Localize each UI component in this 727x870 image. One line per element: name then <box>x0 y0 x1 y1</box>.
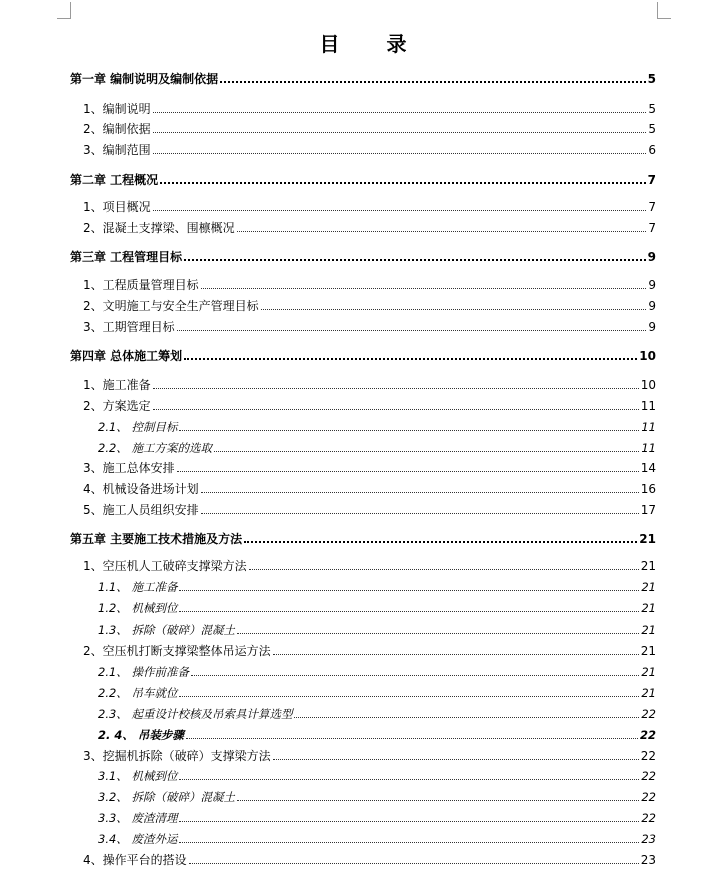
toc-entry[interactable] <box>83 748 656 764</box>
toc-leader-dots <box>153 387 639 389</box>
toc-leader-dots <box>186 737 638 739</box>
toc-entry[interactable] <box>98 789 656 805</box>
toc-entry-label: 2.1、 操作前准备 <box>98 665 189 679</box>
toc-entry-label: 2. 4、 吊装步骤 <box>98 728 184 742</box>
toc-leader-dots <box>191 674 639 676</box>
toc-entry[interactable] <box>98 440 656 456</box>
toc-entry-page-number: 6 <box>648 143 656 157</box>
toc-entry-label: 1、项目概况 <box>83 200 151 214</box>
toc-entry-page-number: 5 <box>648 102 656 116</box>
toc-entry[interactable] <box>83 298 656 314</box>
toc-entry-page-number: 7 <box>648 200 656 214</box>
toc-leader-dots <box>153 152 647 154</box>
toc-leader-dots <box>237 799 639 801</box>
toc-entry[interactable] <box>83 558 656 574</box>
toc-entry-page-number: 21 <box>639 532 656 546</box>
toc-entry-page-number: 9 <box>648 320 656 334</box>
toc-entry-page-number: 23 <box>641 832 656 846</box>
toc-entry-label: 第五章 主要施工技术措施及方法 <box>70 532 243 546</box>
toc-title-char-1: 目 <box>319 32 341 56</box>
toc-leader-dots <box>294 716 639 718</box>
toc-entry[interactable] <box>98 622 656 638</box>
toc-entry-page-number: 16 <box>640 482 656 496</box>
page-corner-mark-right <box>657 2 671 19</box>
toc-entry-label: 2.2、 吊车就位 <box>98 686 178 700</box>
toc-entry-label: 2.3、 起重设计校核及吊索具计算选型 <box>98 707 293 721</box>
toc-entry[interactable] <box>83 481 656 497</box>
toc-leader-dots <box>177 470 639 472</box>
toc-title-char-2: 录 <box>386 32 408 56</box>
toc-entry[interactable] <box>83 852 656 868</box>
toc-entry[interactable] <box>98 579 656 595</box>
toc-entry[interactable] <box>70 531 656 547</box>
toc-entry-label: 3.2、 拆除（破碎）混凝土 <box>98 790 235 804</box>
toc-entry-label: 1.3、 拆除（破碎）混凝土 <box>98 623 235 637</box>
toc-entry-label: 1、编制说明 <box>83 102 151 116</box>
toc-leader-dots <box>179 778 639 780</box>
toc-leader-dots <box>201 491 639 493</box>
toc-entry[interactable] <box>98 706 656 722</box>
toc-leader-dots <box>179 841 639 843</box>
toc-entry-page-number: 11 <box>640 399 656 413</box>
toc-entry-label: 第四章 总体施工筹划 <box>70 349 183 363</box>
toc-entry[interactable] <box>83 502 656 518</box>
toc-entry[interactable] <box>98 810 656 826</box>
toc-entry-label: 4、操作平台的搭设 <box>83 853 187 867</box>
toc-entry[interactable] <box>70 71 656 87</box>
toc-entry[interactable] <box>70 348 656 364</box>
toc-entry[interactable] <box>98 419 656 435</box>
toc-entry-page-number: 21 <box>641 686 656 700</box>
toc-leader-dots <box>179 610 639 612</box>
toc-entry-page-number: 21 <box>641 601 656 615</box>
toc-entry[interactable] <box>98 600 656 616</box>
toc-leader-dots <box>184 258 645 261</box>
toc-leader-dots <box>201 287 647 289</box>
toc-leader-dots <box>179 820 639 822</box>
toc-entry-label: 1、工程质量管理目标 <box>83 278 199 292</box>
toc-entry-label: 3.3、 废渣清理 <box>98 811 178 825</box>
toc-leader-dots <box>153 209 647 211</box>
toc-entry-label: 3、施工总体安排 <box>83 461 175 475</box>
toc-leader-dots <box>244 540 637 543</box>
toc-entry-page-number: 11 <box>641 420 656 434</box>
toc-entry-label: 2、方案选定 <box>83 399 151 413</box>
toc-leader-dots <box>214 450 639 452</box>
toc-entry[interactable] <box>98 831 656 847</box>
toc-leader-dots <box>153 408 639 410</box>
toc-leader-dots <box>160 181 645 184</box>
toc-entry-page-number: 7 <box>647 173 656 187</box>
toc-entry[interactable] <box>98 727 656 743</box>
toc-entry[interactable] <box>83 121 656 137</box>
toc-entry-label: 第三章 工程管理目标 <box>70 250 183 264</box>
toc-leader-dots <box>249 568 639 570</box>
toc-entry-label: 1.2、 机械到位 <box>98 601 178 615</box>
toc-leader-dots <box>177 329 647 331</box>
toc-entry-label: 4、机械设备进场计划 <box>83 482 199 496</box>
toc-entry-page-number: 11 <box>641 441 656 455</box>
toc-entry-page-number: 22 <box>640 749 656 763</box>
toc-entry-label: 第二章 工程概况 <box>70 173 159 187</box>
toc-entry-page-number: 21 <box>640 559 656 573</box>
toc-entry-page-number: 22 <box>641 707 656 721</box>
toc-entry[interactable] <box>70 172 656 188</box>
toc-leader-dots <box>179 429 639 431</box>
toc-entry-label: 3、挖掘机拆除（破碎）支撑梁方法 <box>83 749 271 763</box>
toc-entry-page-number: 22 <box>641 790 656 804</box>
toc-entry[interactable] <box>83 398 656 414</box>
toc-entry-label: 5、施工人员组织安排 <box>83 503 199 517</box>
toc-leader-dots <box>220 80 645 83</box>
toc-entry-label: 2.2、 施工方案的选取 <box>98 441 212 455</box>
toc-entry-page-number: 10 <box>640 378 656 392</box>
toc-entry-label: 2、空压机打断支撑梁整体吊运方法 <box>83 644 271 658</box>
toc-entry[interactable] <box>83 377 656 393</box>
toc-entry-page-number: 22 <box>639 728 656 742</box>
toc-entry[interactable] <box>83 460 656 476</box>
toc-entry-page-number: 14 <box>640 461 656 475</box>
toc-leader-dots <box>261 308 647 310</box>
toc-leader-dots <box>237 632 639 634</box>
toc-entry[interactable] <box>83 142 656 158</box>
toc-entry-page-number: 21 <box>640 644 656 658</box>
toc-entry-page-number: 21 <box>641 580 656 594</box>
toc-entry-page-number: 5 <box>647 72 656 86</box>
toc-entry[interactable] <box>98 768 656 784</box>
page-corner-mark-left <box>57 2 71 19</box>
toc-leader-dots <box>273 758 639 760</box>
toc-leader-dots <box>153 111 647 113</box>
toc-entry-page-number: 10 <box>639 349 656 363</box>
toc-leader-dots <box>179 589 639 591</box>
toc-entry-page-number: 22 <box>641 811 656 825</box>
toc-entry-label: 2、混凝土支撑梁、围檩概况 <box>83 221 235 235</box>
toc-entry[interactable] <box>98 664 656 680</box>
toc-entry[interactable] <box>83 277 656 293</box>
toc-entry-label: 3、编制范围 <box>83 143 151 157</box>
toc-entry-label: 第一章 编制说明及编制依据 <box>70 72 219 86</box>
toc-entry-page-number: 7 <box>648 221 656 235</box>
toc-entry[interactable] <box>83 319 656 335</box>
toc-entry-label: 2、编制依据 <box>83 122 151 136</box>
toc-entry-label: 2、文明施工与安全生产管理目标 <box>83 299 259 313</box>
toc-leader-dots <box>237 230 647 232</box>
toc-entry[interactable] <box>83 101 656 117</box>
toc-title <box>0 28 727 57</box>
toc-entry-label: 3.4、 废渣外运 <box>98 832 178 846</box>
toc-entry-page-number: 22 <box>641 769 656 783</box>
toc-entry-page-number: 17 <box>640 503 656 517</box>
toc-entry-page-number: 9 <box>647 250 656 264</box>
toc-entry-label: 3、工期管理目标 <box>83 320 175 334</box>
toc-entry[interactable] <box>83 199 656 215</box>
toc-entry-page-number: 21 <box>641 623 656 637</box>
toc-entry-label: 3.1、 机械到位 <box>98 769 178 783</box>
toc-entry-label: 2.1、 控制目标 <box>98 420 178 434</box>
toc-entry-page-number: 5 <box>648 122 656 136</box>
toc-entry[interactable] <box>83 643 656 659</box>
toc-entry[interactable] <box>70 249 656 265</box>
toc-entry[interactable] <box>83 220 656 236</box>
toc-entry-page-number: 21 <box>641 665 656 679</box>
toc-leader-dots <box>273 653 639 655</box>
toc-entry-label: 1、施工准备 <box>83 378 151 392</box>
toc-leader-dots <box>179 695 639 697</box>
toc-entry-label: 1、空压机人工破碎支撑梁方法 <box>83 559 247 573</box>
toc-entry-label: 1.1、 施工准备 <box>98 580 178 594</box>
toc-leader-dots <box>184 357 637 360</box>
toc-leader-dots <box>153 131 647 133</box>
toc-entry-page-number: 9 <box>648 299 656 313</box>
toc-entry[interactable] <box>98 685 656 701</box>
toc-entry-page-number: 9 <box>648 278 656 292</box>
toc-leader-dots <box>189 862 639 864</box>
toc-leader-dots <box>201 512 639 514</box>
toc-entry-page-number: 23 <box>640 853 656 867</box>
